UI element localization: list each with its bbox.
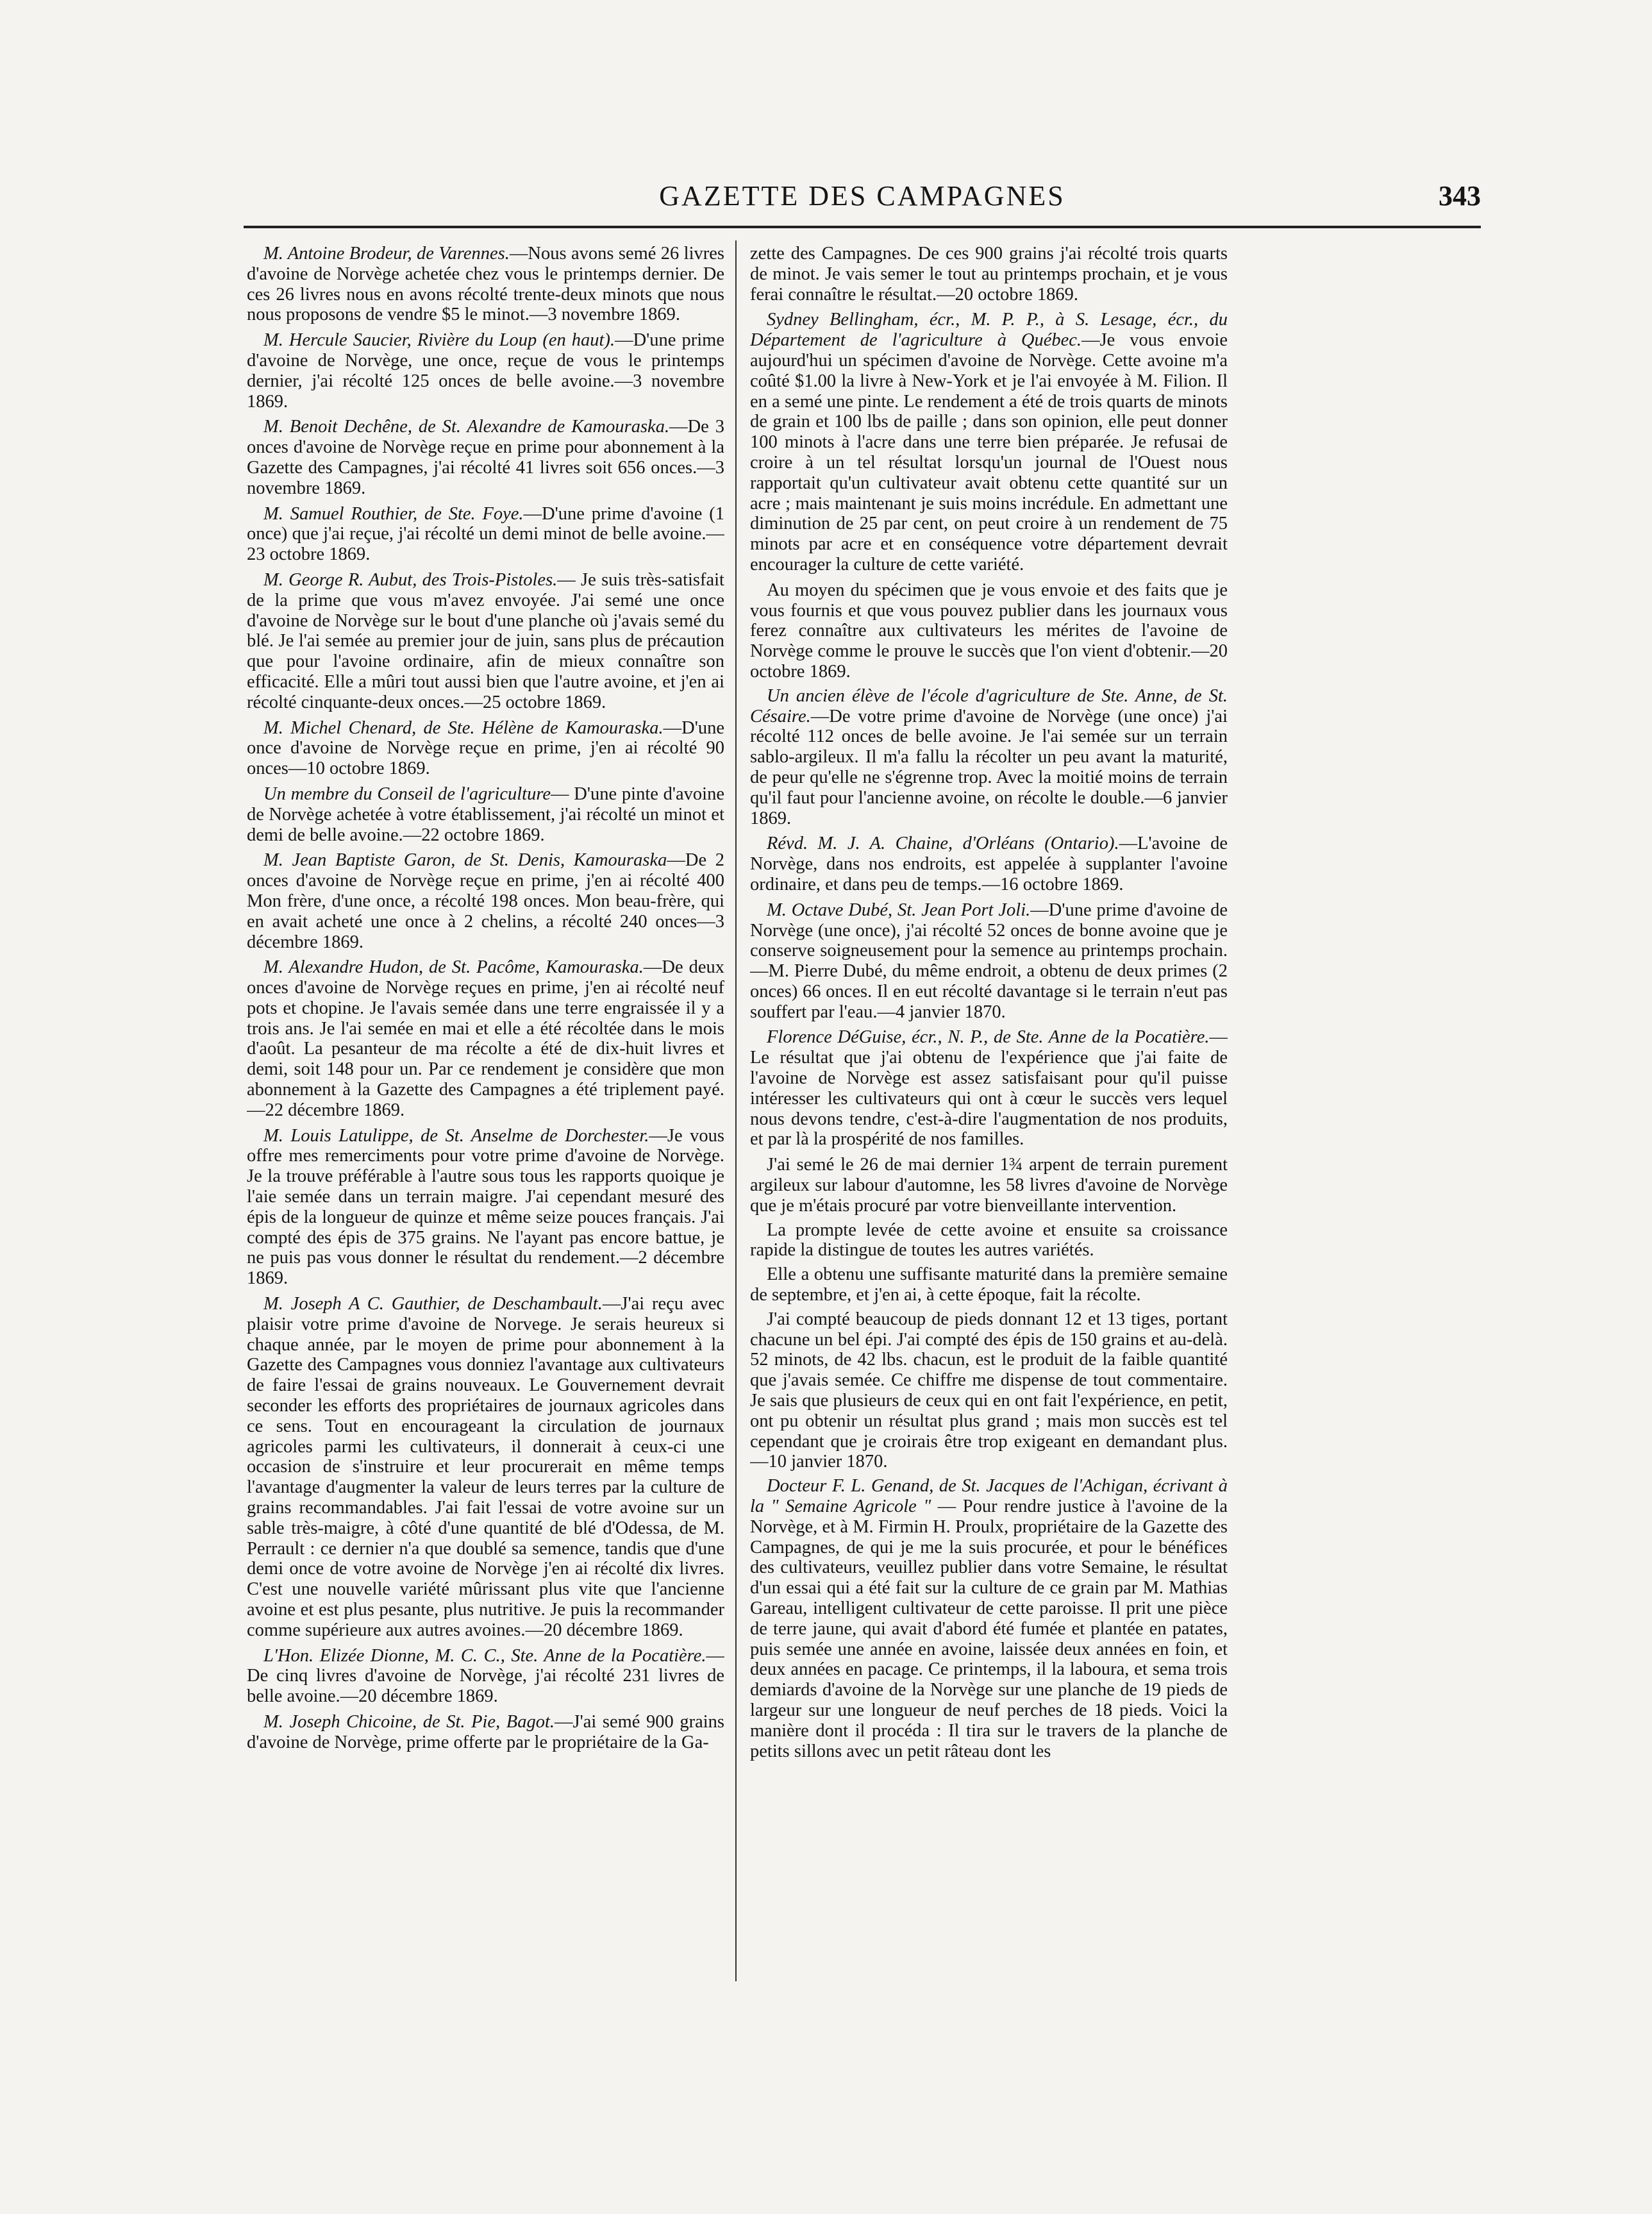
correspondent-name: L'Hon. Elizée Dionne, M. C. C., Ste. Anne de la Pocatière. <box>263 1645 706 1666</box>
letter-text: —De cinq livres d'avoine de Norvège, j'ai récolté 231 livres de belle avoine.—20 décembre 1869. <box>247 1645 724 1707</box>
letter-text: —Nous avons semé 26 livres d'avoine de Norvège achetée chez vous le printemps dernier. De ces 26 livres nous en avons récolté trente-deux minots que nous nous proposons de vendre $5 le minot.—3 novembre 1869. <box>247 244 724 325</box>
right-column <box>750 244 1228 1975</box>
letter-text: — Je suis très-satisfait de la prime que vous m'avez envoyée. J'ai semé une once d'avoine de Norvège sur le bout d'une planche où j'avais semé du blé. Je l'ai semée au premier jour de juin, sans plus de précaution que pour l'avoine ordinaire, afin de mieux connaître son efficacité. Elle a mûri tout aussi bien que l'autre avoine, et j'en ai récolté cinquante-deux onces.—25 octobre 1869. <box>247 569 724 712</box>
letter-text: —De 2 onces d'avoine de Norvège reçue en prime, j'en ai récolté 400 Mon frère, d'une once, a récolté 198 onces. Mon beau-frère, qui en avait acheté une once à 2 chelins, a récolté 240 onces—3 décembre 1869. <box>247 850 724 952</box>
correspondent-name: M. Louis Latulippe, de St. Anselme de Dorchester. <box>263 1125 649 1146</box>
correspondent-name: M. Samuel Routhier, de Ste. Foye. <box>263 503 524 524</box>
letter-text: J'ai semé le 26 de mai dernier 1¾ arpent de terrain purement argileux sur labour d'automne, les 58 livres d'avoine de Norvège que je m'étais procuré par votre bienveillante intervention. <box>750 1155 1228 1216</box>
letter-text: —J'ai semé 900 grains d'avoine de Norvège, prime offerte par le propriétaire de la Ga- <box>247 1711 724 1752</box>
correspondent-name: M. Hercule Saucier, Rivière du Loup (en haut). <box>263 330 615 351</box>
letter-text: Au moyen du spécimen que je vous envoie et des faits que je vous fournis et que vous pouvez publier dans les journaux vous ferez connaître aux cultivateurs les mérites de l'avoine de Norvège comme le prouve le succès que l'on vient d'obtenir.—20 octobre 1869. <box>750 580 1228 682</box>
letter-entry <box>247 1294 724 1641</box>
letter-entry <box>247 718 724 779</box>
newspaper-title: GAZETTE DES CAMPAGNES <box>659 180 1065 212</box>
letter-entry <box>247 1712 724 1753</box>
correspondent-name: M. Octave Dubé, St. Jean Port Joli. <box>767 900 1031 920</box>
correspondent-name: M. Jean Baptiste Garon, de St. Denis, Kamouraska <box>263 850 667 871</box>
letter-entry <box>750 1155 1228 1216</box>
correspondent-name: Sydney Bellingham, écr., M. P. P., à S. Lesage, écr., du Département de l'agriculture à Québec. <box>750 310 1228 351</box>
letter-entry <box>247 850 724 952</box>
letter-entry <box>750 686 1228 829</box>
letter-text: —L'avoine de Norvège, dans nos endroits, est appelée à supplanter l'avoine ordinaire, et dans peu de temps.—16 octobre 1869. <box>750 834 1228 894</box>
letter-entry <box>247 1126 724 1289</box>
letter-entry <box>750 1220 1228 1261</box>
letter-text: zette des Campagnes. De ces 900 grains j'ai récolté trois quarts de minot. Je vais semer le tout au printemps prochain, et je vous ferai connaître le résultat.—20 octobre 1869. <box>750 244 1228 305</box>
correspondent-name: M. Antoine Brodeur, de Varennes. <box>263 244 510 264</box>
letter-entry <box>247 504 724 565</box>
letter-entry <box>750 1027 1228 1150</box>
letter-entry <box>247 244 724 325</box>
letter-text: — Le résultat que j'ai obtenu de l'expérience que j'ai faite de l'avoine de Norvège est assez satisfaisant pour qu'il puisse intéresser les cultivateurs qui ont à cœur le succès vers lequel nous devons tendre, c'est-à-dire l'augmentation de nos produits, et par là la prospérité de nos familles. <box>750 1027 1228 1150</box>
letter-entry <box>247 957 724 1120</box>
letter-entry <box>750 1309 1228 1472</box>
letter-text: —Je vous offre mes remerciments pour votre prime d'avoine de Norvège. Je la trouve préférable à l'autre sous tous les rapports quoique je l'aie semée dans un terrain maigre. J'ai cependant mesuré des épis de la longueur de quinze et même seize pouces français. J'ai compté des épis de 375 grains. Ne l'ayant pas encore battue, je ne puis pas vous donner le résultat du rendement.—2 décembre 1869. <box>247 1125 724 1289</box>
letter-text: —J'ai reçu avec plaisir votre prime d'avoine de Norvege. Je serais heureux si chaque année, par le moyen de prime pour abonnement à la Gazette des Campagnes vous donniez l'avantage aux cultivateurs de faire l'essai de grains nouveaux. Le Gouvernement devrait seconder les efforts des propriétaires de journaux agricoles dans ce sens. Tout en encourageant la circulation de journaux agricoles parmi les cultivateurs, il donnerait à ceux-ci une occasion de s'instruire et leur procurerait en même temps l'avantage d'augmenter la valeur de leurs terres par la culture de grains recommandables. J'ai fait l'essai de votre avoine sur un sable très-maigre, à côté d'une quantité de blé d'Odessa, de M. Perrault : ce dernier n'a que doublé sa semence, tandis que d'une demi once de votre avoine de Norvège j'en ai récolté dix livres. C'est une nouvelle variété mûrissant plus vite que l'ancienne avoine et est plus pesante, plus nutritive. Je puis la recommander comme supérieure aux autres avoines.—20 décembre 1869. <box>247 1294 724 1640</box>
correspondent-name: Florence DéGuise, écr., N. P., de Ste. Anne de la Pocatière. <box>767 1027 1210 1048</box>
page-number: 343 <box>1439 180 1481 212</box>
letter-text: J'ai compté beaucoup de pieds donnant 12 et 13 tiges, portant chacune un bel épi. J'ai compté des épis de 150 grains et au-delà. 52 minots, de 42 lbs. chacun, est le produit de la faible quantité que j'avais semée. Ce chiffre me dispense de tout commentaire. Je sais que plusieurs de ceux qui en ont fait l'expérience, en petit, ont pu obtenir un résultat plus grand ; mais mon succès est tel cependant que je croirais être trop exigeant en demandant plus.—10 janvier 1870. <box>750 1309 1228 1472</box>
letter-entry <box>750 834 1228 894</box>
letter-text: La prompte levée de cette avoine et ensuite sa croissance rapide la distingue de toutes les autres variétés. <box>750 1220 1228 1261</box>
correspondent-name: M. Benoit Dechêne, de St. Alexandre de Kamouraska. <box>263 417 670 437</box>
left-column <box>247 244 724 1975</box>
letter-text: —Je vous envoie aujourd'hui un spécimen d'avoine de Norvège. Cette avoine m'a coûté $1.00 la livre à New-York et je l'ai envoyée à M. Filion. Il en a semé une pinte. Le rendement a été de trois quarts de minots de grain et 100 lbs de paille ; dans son opinion, elle peut donner 100 minots à l'acre dans une terre bien préparée. Je refusai de croire à un tel résultat lorsqu'un journal de l'Ouest nous rapportait qu'un cultivateur avait obtenu cette quantité sur un acre ; mais maintenant je suis moins incrédule. En admettant une diminution de 25 par cent, on peut croire à un rendement de 75 minots par acre et en conséquence votre département devrait encourager la culture de cette variété. <box>750 330 1228 574</box>
letter-text: Elle a obtenu une suffisante maturité dans la première semaine de septembre, et j'en ai, à cette époque, fait la récolte. <box>750 1264 1228 1305</box>
correspondent-name: M. Joseph Chicoine, de St. Pie, Bagot. <box>263 1711 555 1732</box>
letter-entry <box>750 310 1228 574</box>
letter-entry <box>750 580 1228 682</box>
letter-entry <box>247 570 724 713</box>
letter-entry <box>247 330 724 412</box>
correspondent-name: M. Alexandre Hudon, de St. Pacôme, Kamouraska. <box>263 957 644 978</box>
letter-text: —De votre prime d'avoine de Norvège (une once) j'ai récolté 112 onces de belle avoine. Je l'ai semée sur un terrain sablo-argileux. Il m'a fallu la récolter un peu avant la maturité, de peur qu'elle ne s'égrenne trop. Avec la moitié moins de terrain qu'il faut pour l'ancienne avoine, on récolte le double.—6 janvier 1869. <box>750 706 1228 828</box>
letter-text: — Pour rendre justice à l'avoine de la Norvège, et à M. Firmin H. Proulx, propriétaire de la Gazette des Campagnes, de qui je me la suis procurée, et pour le bénéfices des cultivateurs, veuillez publier dans votre Semaine, le résultat d'un essai qui a été fait sur la culture de ce grain par M. Mathias Gareau, intelligent cultivateur de cette paroisse. Il prit une pièce de terre jaune, qui avait d'abord été fumée et plantée en patates, puis semée une année en avoine, laissée deux années en foin, et deux années en pacage. Ce printemps, il la laboura, et sema trois demiards d'avoine de la Norvège sur une planche de 19 pieds de largeur sur une longueur de neuf perches de 18 pieds. Voici la manière dont il procéda : Il tira sur le travers de la planche de petits sillons avec un petit râteau dont les <box>750 1497 1228 1761</box>
letter-entry <box>750 244 1228 305</box>
correspondent-name: M. Michel Chenard, de Ste. Hélène de Kamouraska. <box>263 717 663 738</box>
correspondent-name: M. Joseph A C. Gauthier, de Deschambault. <box>263 1294 603 1314</box>
letter-entry <box>247 1646 724 1707</box>
letter-text: —D'une once d'avoine de Norvège reçue en prime, j'en ai récolté 90 onces—10 octobre 1869. <box>247 717 724 779</box>
letter-text: — D'une pinte d'avoine de Norvège achetée à votre établissement, j'ai récolté un minot et demi de belle avoine.—22 octobre 1869. <box>247 784 724 845</box>
correspondent-name: Un membre du Conseil de l'agriculture <box>263 784 551 804</box>
letter-text: —D'une prime d'avoine de Norvège, une once, reçue de vous le printemps dernier, j'ai récolté 125 onces de belle avoine.—3 novembre 1869. <box>247 330 724 412</box>
letter-entry <box>750 1476 1228 1761</box>
letter-entry <box>750 900 1228 1023</box>
correspondent-name: M. George R. Aubut, des Trois-Pistoles. <box>263 569 558 590</box>
column-divider <box>735 240 737 1981</box>
letter-entry <box>750 1264 1228 1305</box>
letter-text: —D'une prime d'avoine (1 once) que j'ai reçue, j'ai récolté un demi minot de belle avoine.—23 octobre 1869. <box>247 503 724 565</box>
letter-text: —D'une prime d'avoine de Norvège (une once), j'ai récolté 52 onces de bonne avoine que je conserve soigneusement pour la semence au printemps prochain.—M. Pierre Dubé, du même endroit, a obtenu de deux primes (2 onces) 66 onces. Il en eut récolté davantage si le terrain n'eut pas souffert par l'eau.—4 janvier 1870. <box>750 900 1228 1022</box>
header-rule <box>244 226 1481 228</box>
letter-text: —De deux onces d'avoine de Norvège reçues en prime, j'en ai récolté neuf pots et chopine. Je l'avais semée dans une terre engraissée il y a trois ans. Je l'ai semée en mai et elle a été récoltée dans le mois d'août. La pesanteur de ma récolte a été de dix-huit livres et demi, soit 148 pour un. Par ce rendement je considère que mon abonnement à la Gazette des Campagnes a été triplement payé.—22 décembre 1869. <box>247 957 724 1120</box>
letter-entry <box>247 784 724 845</box>
page-header <box>244 174 1481 219</box>
correspondent-name: Docteur F. L. Genand, de St. Jacques de l'Achigan, écrivant à la " Semaine Agricole " <box>750 1476 1228 1517</box>
correspondent-name: Un ancien élève de l'école d'agriculture de Ste. Anne, de St. Césaire. <box>750 685 1228 726</box>
letter-entry <box>247 417 724 498</box>
correspondent-name: Révd. M. J. A. Chaine, d'Orléans (Ontario). <box>767 834 1119 854</box>
letter-text: —De 3 onces d'avoine de Norvège reçue en prime pour abonnement à la Gazette des Campagnes, j'ai récolté 41 livres soit 656 onces.—3 novembre 1869. <box>247 417 724 498</box>
